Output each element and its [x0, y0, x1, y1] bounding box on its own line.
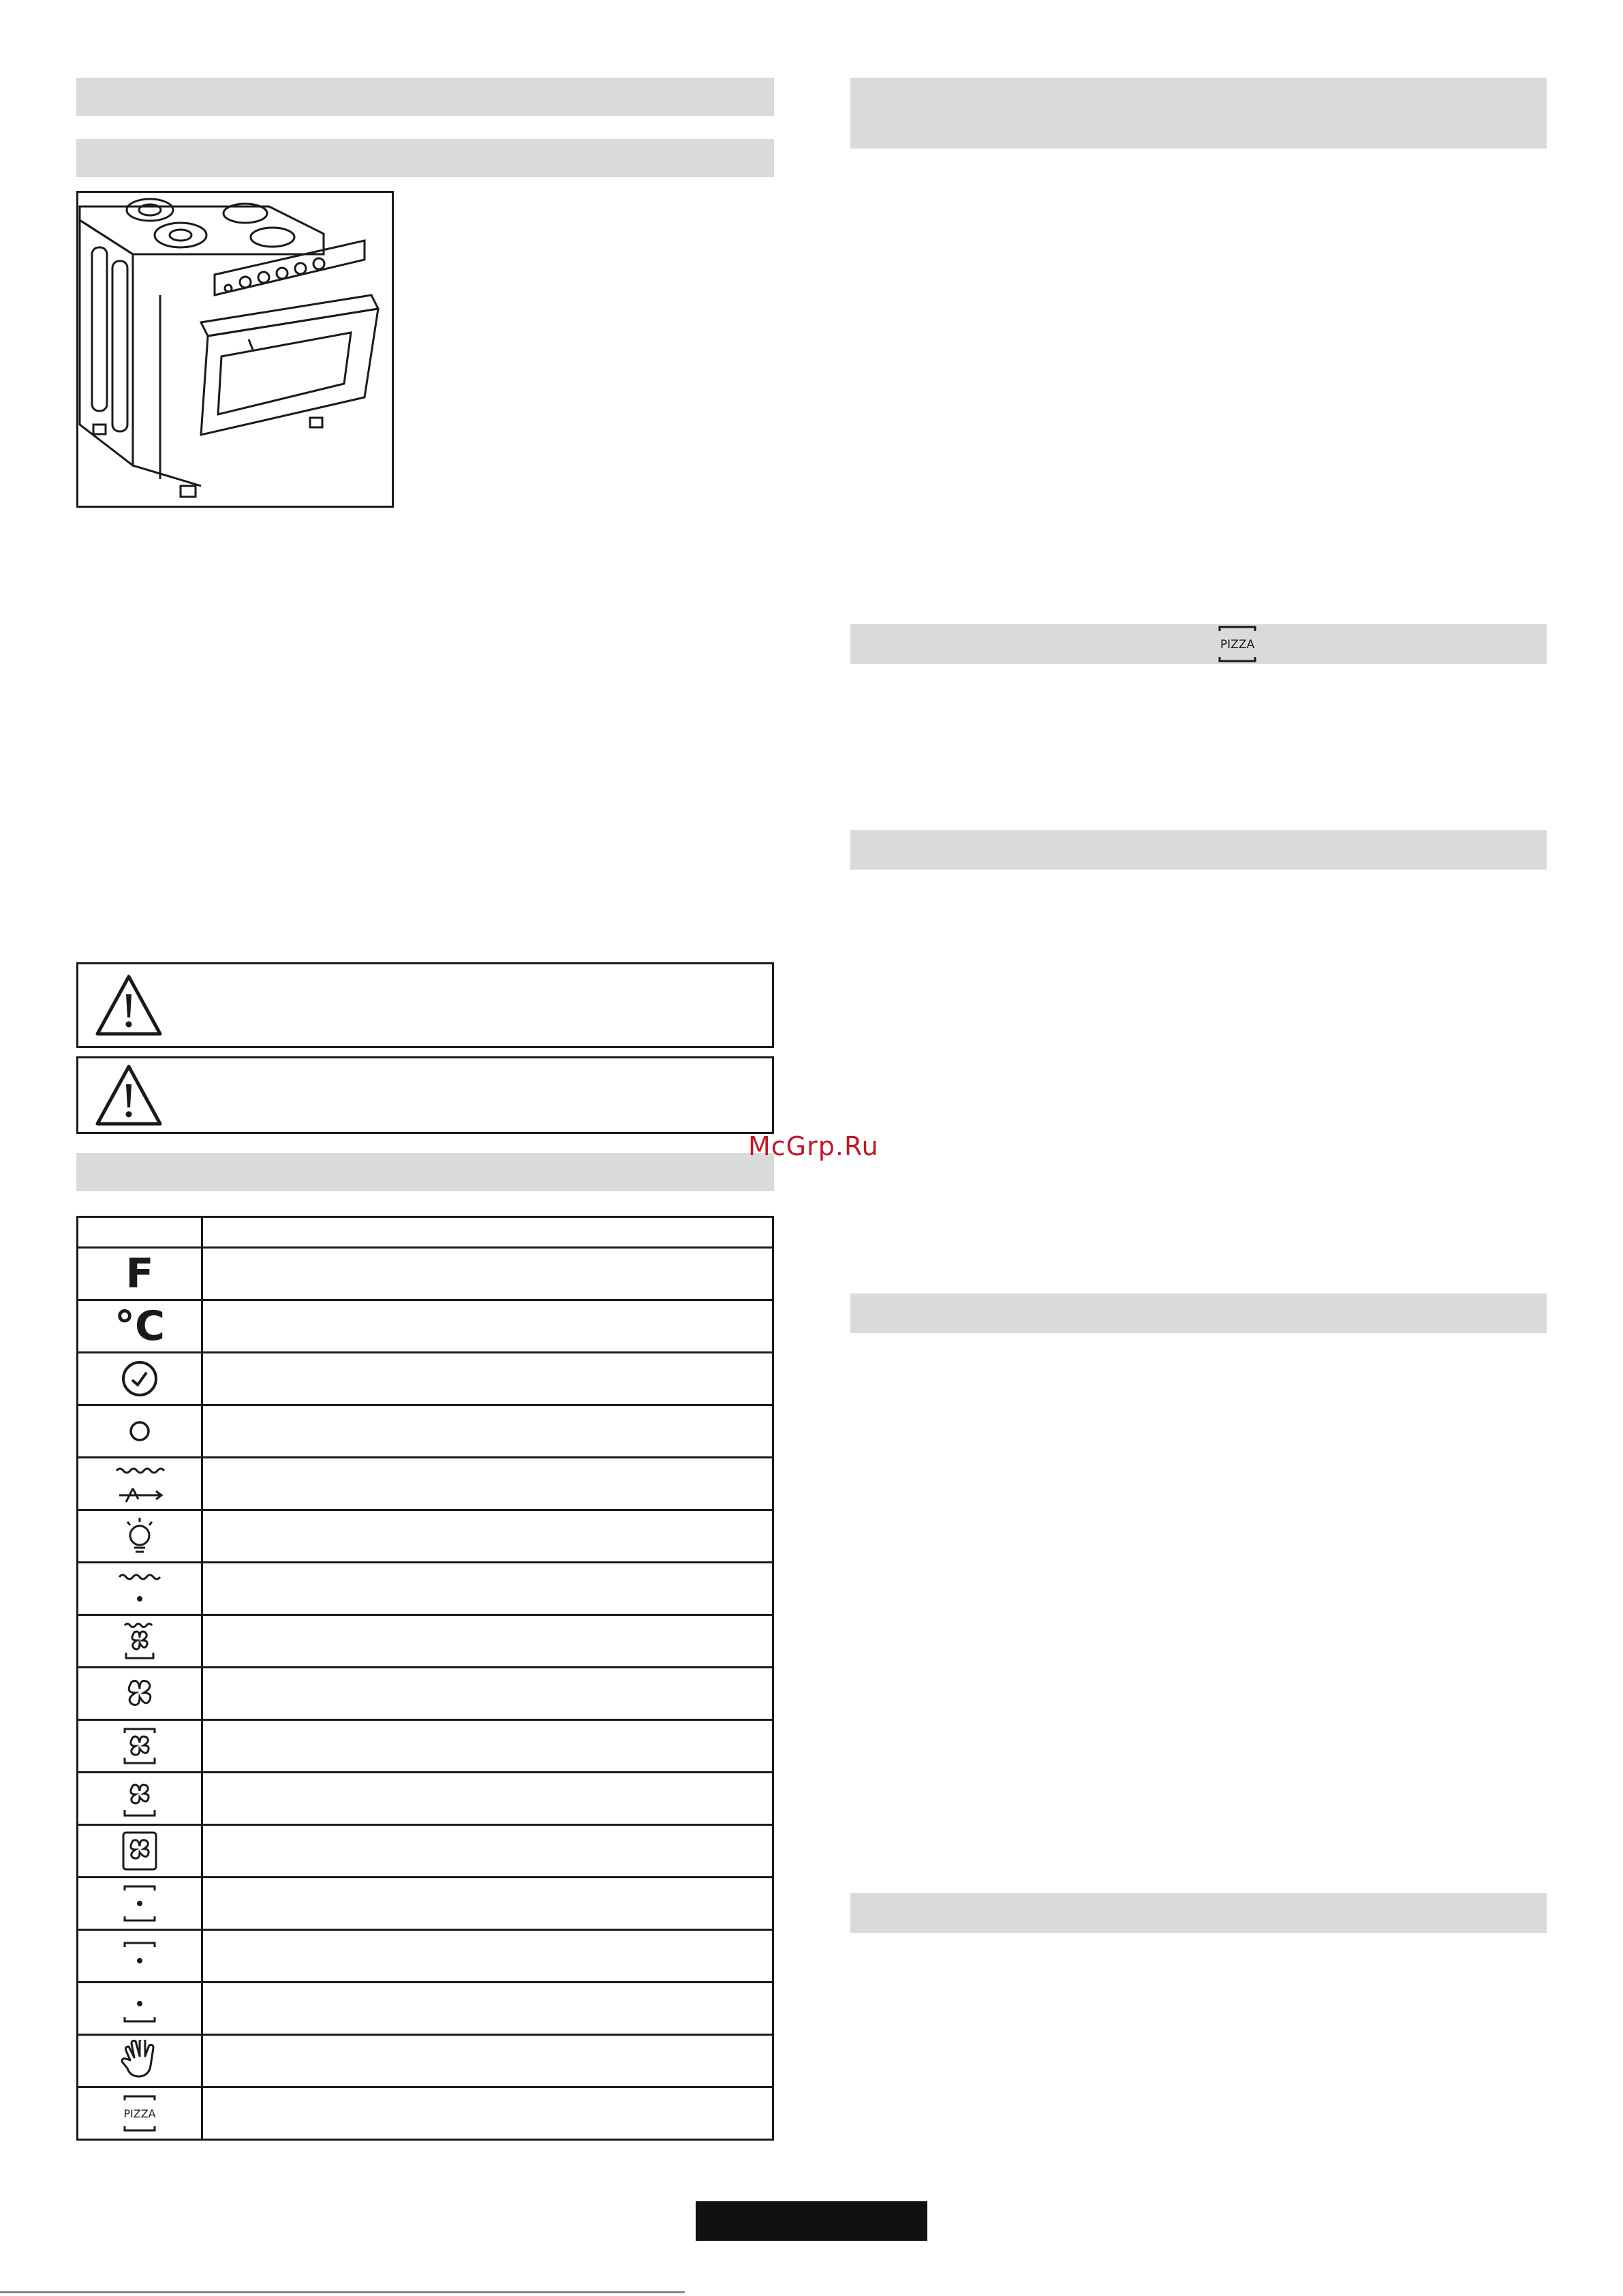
- watermark: McGrp.Ru: [748, 1131, 879, 1161]
- table-cell-description: [202, 2035, 773, 2087]
- table-header-symbol: [78, 1217, 202, 1248]
- table-cell-description: [202, 1510, 773, 1563]
- fan-ring-icon: [112, 1830, 167, 1872]
- cooker-illustration: [76, 191, 394, 508]
- grill-rotisserie-icon: [112, 1463, 167, 1505]
- fan-bottom-icon: [112, 1777, 167, 1820]
- table-cell-description: [202, 1668, 773, 1720]
- letter-f-icon: F: [125, 1250, 154, 1298]
- table-row: [78, 1720, 773, 1773]
- pizza-icon-label: PIZZA: [123, 2107, 156, 2120]
- table-row: [78, 1773, 773, 1825]
- table-cell-description: [202, 1878, 773, 1930]
- fan-top-bottom-icon: [112, 1725, 167, 1767]
- table-cell-description: [202, 1720, 773, 1773]
- clock-icon: [112, 1358, 167, 1400]
- table-row: [78, 1458, 773, 1510]
- table-row: [78, 1353, 773, 1405]
- grill-icon: [112, 1567, 167, 1610]
- fan-grill-icon: [112, 1620, 167, 1662]
- table-cell-description: [202, 1983, 773, 2035]
- table-cell-description: [202, 1300, 773, 1353]
- cooker-illustration-drawing: [78, 193, 392, 506]
- top-heat-icon: [112, 1935, 167, 1977]
- table-cell-description: [202, 1930, 773, 1983]
- table-row: [78, 2087, 773, 2140]
- table-row: [78, 1825, 773, 1878]
- celsius-icon: °C: [114, 1302, 166, 1350]
- table-row: [78, 1248, 773, 1300]
- conventional-icon: [112, 1882, 167, 1925]
- pizza-icon: [112, 2092, 167, 2134]
- table-cell-description: [202, 1615, 773, 1668]
- section-bar-right-3: [850, 830, 1547, 870]
- table-cell-description: [202, 1405, 773, 1458]
- bottom-heat-icon: [112, 1987, 167, 2030]
- symbols-table: [76, 1216, 774, 2141]
- page-number-tab: [696, 2201, 927, 2241]
- section-bar-right-1: [850, 78, 1547, 149]
- table-cell-description: [202, 1458, 773, 1510]
- oven-lamp-icon: [112, 1515, 167, 1557]
- table-row: [78, 1510, 773, 1563]
- table-row: [78, 1405, 773, 1458]
- section-bar-right-4: [850, 1294, 1547, 1333]
- table-cell-description: [202, 1773, 773, 1825]
- table-row: [78, 1878, 773, 1930]
- table-row: [78, 1668, 773, 1720]
- warning-box-2: [76, 1056, 774, 1134]
- table-row: [78, 2035, 773, 2087]
- table-row: [78, 1563, 773, 1615]
- defrost-hand-icon: [112, 2040, 167, 2082]
- warning-box-1: [76, 962, 774, 1048]
- warning-triangle-icon: [95, 1064, 163, 1127]
- fan-icon: [112, 1672, 167, 1715]
- section-bar-right-5: [850, 1893, 1547, 1933]
- table-row: [78, 1930, 773, 1983]
- table-cell-description: [202, 2087, 773, 2140]
- scan-edge-line: [0, 2291, 685, 2293]
- table-cell-description: [202, 1563, 773, 1615]
- table-header-row: [78, 1217, 773, 1248]
- section-bar-2: [76, 139, 774, 177]
- warning-triangle-icon: [95, 974, 163, 1037]
- section-bar-right-pizza: [850, 624, 1547, 664]
- table-header-description: [202, 1217, 773, 1248]
- table-row: [78, 1300, 773, 1353]
- section-bar-1: [76, 78, 774, 116]
- table-row: [78, 1615, 773, 1668]
- section-bar-3: [76, 1153, 774, 1191]
- table-cell-description: [202, 1353, 773, 1405]
- table-row: [78, 1983, 773, 2035]
- table-cell-description: [202, 1825, 773, 1878]
- off-circle-icon: [112, 1410, 167, 1452]
- pizza-function-label: PIZZA: [1220, 638, 1255, 652]
- table-cell-description: [202, 1248, 773, 1300]
- pizza-function-icon: [1216, 623, 1259, 665]
